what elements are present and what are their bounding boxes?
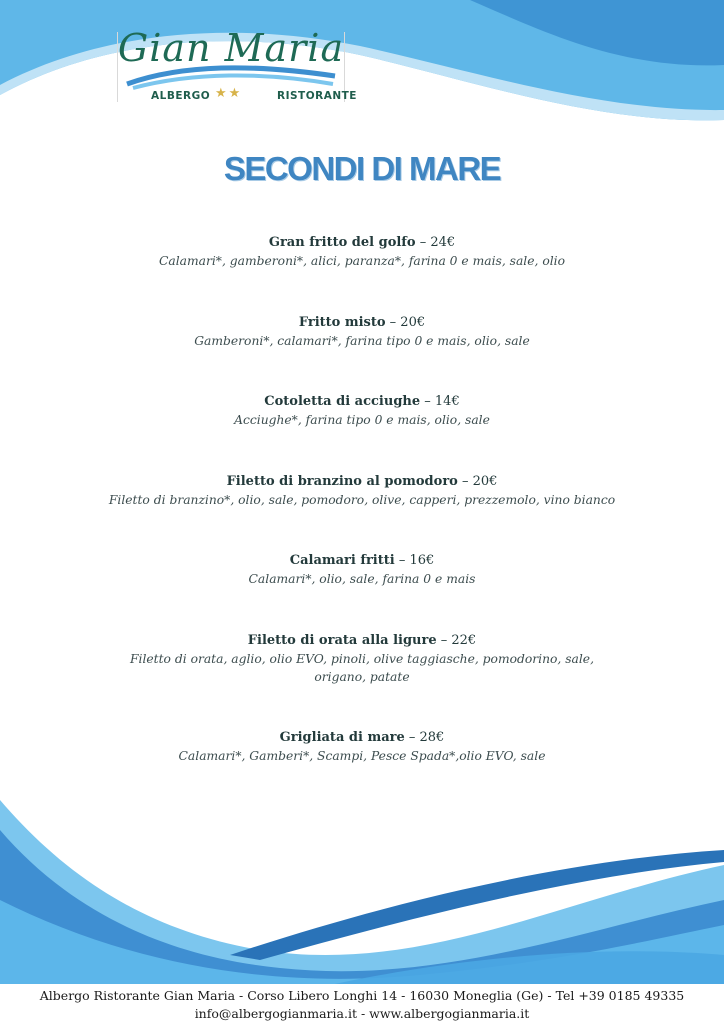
menu-item-description: Acciughe*, farina tipo 0 e mais, olio, sale (234, 413, 490, 427)
footer (0, 984, 724, 1024)
menu-item-description: Filetto di branzino*, olio, sale, pomodoro, olive, capperi, prezzemolo, vino bianco (108, 493, 616, 507)
logo-stars-icon: ★★ (215, 86, 243, 101)
menu-item-name: Gran fritto del golfo – 24€ (268, 235, 456, 250)
menu-item-description: Filetto di orata, aglio, olio EVO, pinoli, olive taggiasche, pomodorino, sale, (129, 652, 594, 666)
menu-item (80, 234, 644, 270)
footer-contacts: info@albergogianmaria.it - www.albergogianmaria.it (194, 1006, 530, 1021)
menu-item-description: Calamari*, gamberoni*, alici, paranza*, farina 0 e mais, sale, olio (159, 254, 565, 268)
menu-item-description-cont: origano, patate (314, 670, 410, 684)
menu-item-name: Filetto di orata alla ligure – 22€ (247, 633, 477, 648)
menu-item (80, 473, 644, 509)
menu-item (80, 314, 644, 350)
menu-item-price: – 22€ (436, 633, 477, 648)
menu-item-name: Grigliata di mare – 28€ (279, 730, 445, 745)
menu-item-price: – 14€ (420, 394, 460, 409)
menu-item-name: Fritto misto – 20€ (298, 315, 426, 330)
footer-address: Albergo Ristorante Gian Maria - Corso Libero Longhi 14 - 16030 Moneglia (Ge) - Tel +39 0185 49335 (39, 988, 685, 1003)
menu-item (80, 393, 644, 429)
menu-item-price: – 20€ (457, 474, 498, 489)
menu-item-description: Calamari*, olio, sale, farina 0 e mais (248, 572, 476, 586)
menu-item (80, 729, 644, 765)
menu-item (80, 632, 644, 686)
menu-item-name: Cotoletta di acciughe – 14€ (264, 394, 460, 409)
menu-item-name: Filetto di branzino al pomodoro – 20€ (226, 474, 498, 489)
menu-item-price: – 20€ (385, 315, 426, 330)
menu-item-price: – 16€ (394, 553, 435, 568)
menu-item (80, 552, 644, 588)
logo-right-word: RISTORANTE (277, 90, 357, 102)
menu-item-price: – 28€ (404, 730, 445, 745)
menu-item-description: Gamberoni*, calamari*, farina tipo 0 e mais, olio, sale (194, 334, 530, 348)
page-title: SECONDI DI MARE (223, 150, 501, 187)
logo (117, 22, 357, 108)
logo-text (151, 90, 357, 102)
logo-left-word: ALBERGO (151, 90, 211, 102)
menu-item-description: Calamari*, Gamberi*, Scampi, Pesce Spada*,olio EVO, sale (178, 749, 546, 763)
menu-item-price: – 24€ (415, 235, 456, 250)
menu-item-name: Calamari fritti – 16€ (289, 553, 435, 568)
logo-name: Gian Maria (117, 26, 345, 70)
